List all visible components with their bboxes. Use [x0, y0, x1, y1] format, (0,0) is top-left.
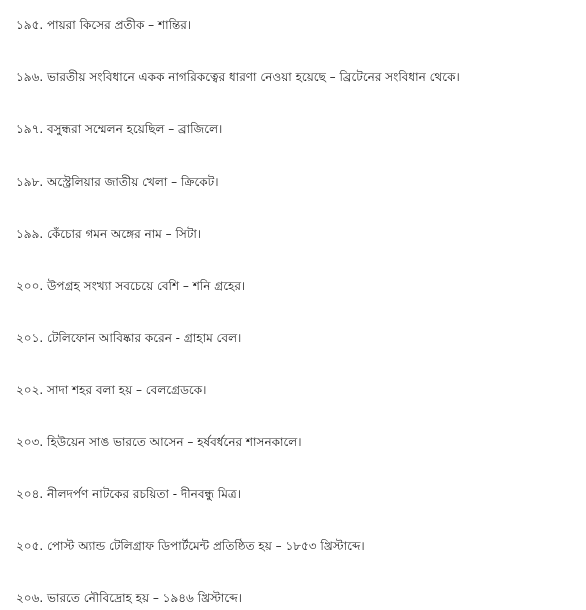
qa-item-200: ২০০. উপগ্রহ সংখ্যা সবচেয়ে বেশি – শনি গ্রহের।	[16, 279, 246, 293]
qa-item-199: ১৯৯. কেঁচোর গমন অঙ্গের নাম – সিটা।	[16, 227, 202, 241]
qa-item-197: ১৯৭. বসুন্ধরা সম্মেলন হয়েছিল – ব্রাজিলে।	[16, 122, 223, 136]
qa-item-195: ১৯৫. পায়রা কিসের প্রতীক – শান্তির।	[16, 18, 192, 32]
qa-item-206: ২০৬. ভারতে নৌবিদ্রোহ হয় – ১৯৪৬ খ্রিস্টাব্দে।	[16, 591, 242, 605]
qa-item-198: ১৯৮. অস্ট্রেলিয়ার জাতীয় খেলা – ক্রিকেট।	[16, 175, 219, 189]
qa-item-196: ১৯৬. ভারতীয় সংবিধানে একক নাগরিকত্বের ধারণা নেওয়া হয়েছে – ব্রিটেনের সংবিধান থেকে।	[16, 70, 460, 84]
qa-item-203: ২০৩. হিউয়েন সাঙ ভারতে আসেন – হর্ষবর্ধনের শাসনকালে।	[16, 435, 302, 449]
qa-item-204: ২০৪. নীলদর্পণ নাটকের রচয়িতা - দীনবন্ধু মিত্র।	[16, 487, 242, 501]
qa-item-205: ২০৫. পোস্ট অ্যান্ড টেলিগ্রাফ ডিপার্টমেন্ট প্রতিষ্ঠিত হয় – ১৮৫৩ খ্রিস্টাব্দে।	[16, 539, 365, 553]
qa-item-201: ২০১. টেলিফোন আবিষ্কার করেন - গ্রাহাম বেল।	[16, 331, 242, 345]
qa-item-202: ২০২. সাদা শহর বলা হয় – বেলগ্রেডকে।	[16, 383, 207, 397]
